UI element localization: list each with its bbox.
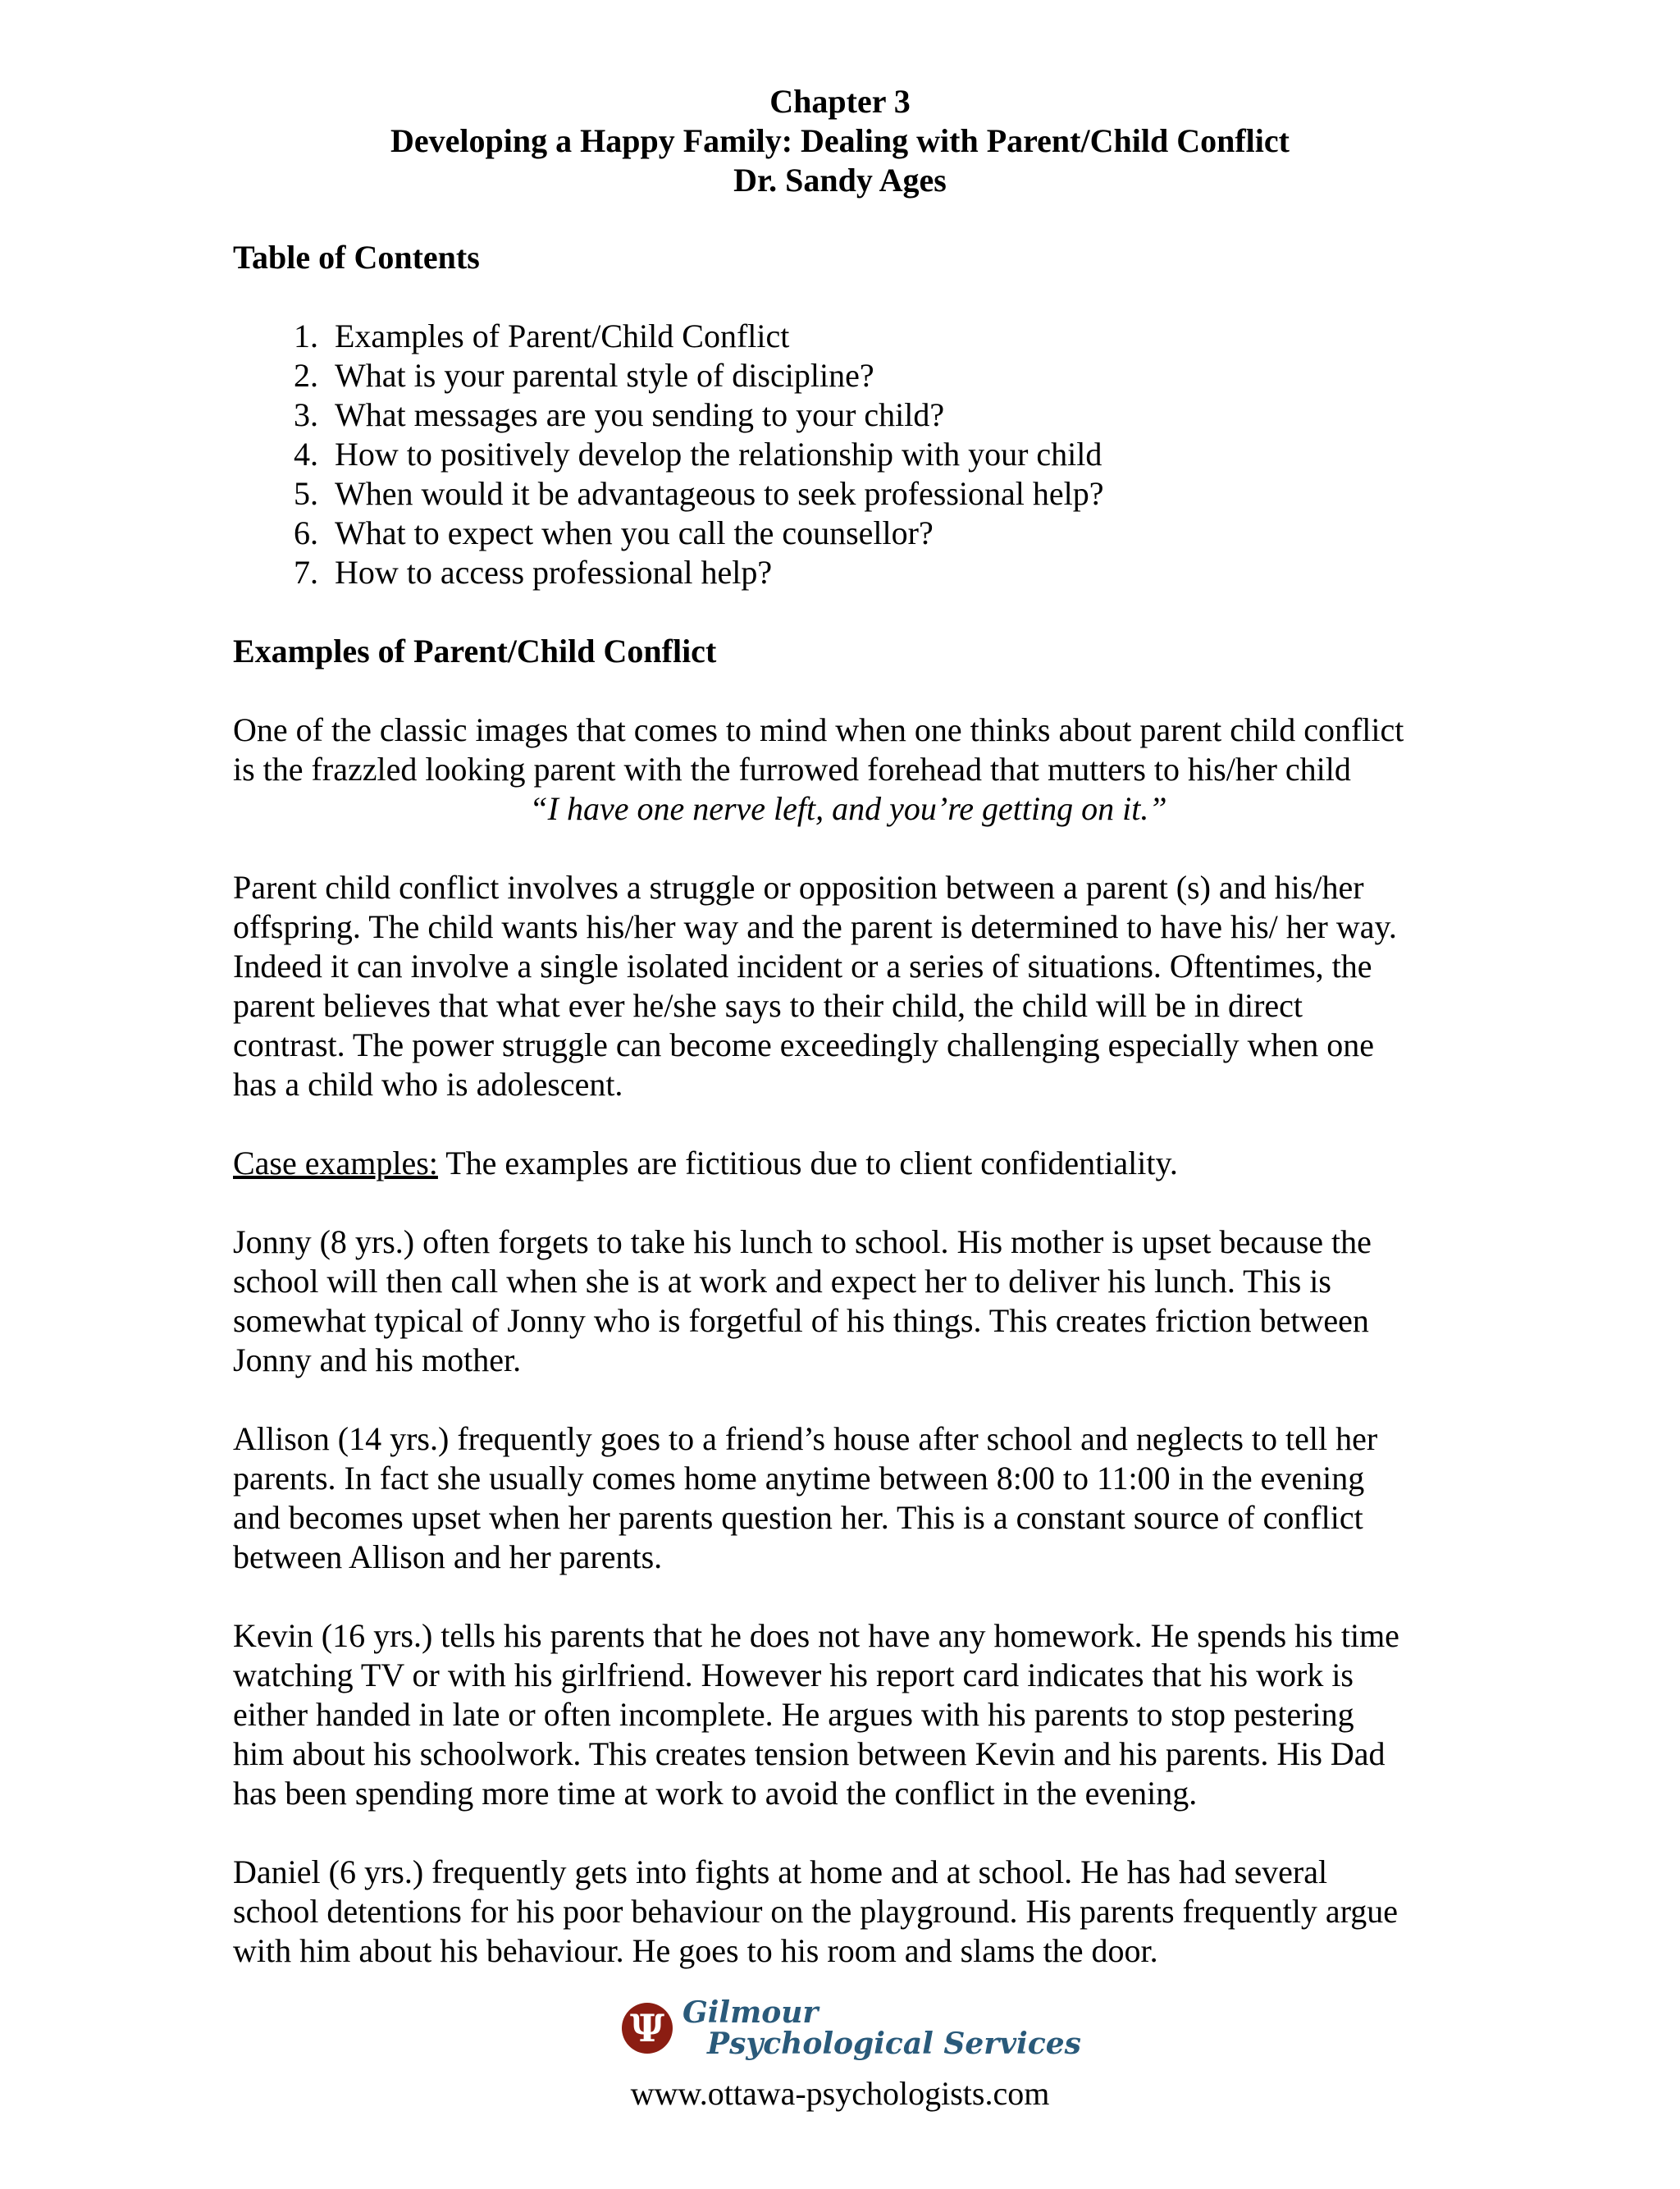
toc-item xyxy=(233,514,1104,553)
intro-line: One of the classic images that comes to mind when one thinks about parent child conflict xyxy=(233,711,1404,748)
logo-line-1: Gilmour xyxy=(682,1995,819,2030)
toc-item xyxy=(233,553,1104,592)
paragraph-line: Indeed it can involve a single isolated incident or a series of situations. Oftentimes, the xyxy=(233,948,1372,985)
paragraph-line: Daniel (6 yrs.) frequently gets into fights at home and at school. He has had several xyxy=(233,1853,1328,1890)
paragraph-line: parent believes that what ever he/she says to their child, the child will be in direct xyxy=(233,987,1303,1024)
paragraph-line: and becomes upset when her parents question her. This is a constant source of conflict xyxy=(233,1499,1363,1536)
paragraph-line: Jonny (8 yrs.) often forgets to take his lunch to school. His mother is upset because the xyxy=(233,1223,1372,1260)
toc-item-label: How to positively develop the relationship with your child xyxy=(335,436,1102,473)
paragraph-line: watching TV or with his girlfriend. However his report card indicates that his work is xyxy=(233,1657,1354,1693)
paragraph-line: has a child who is adolescent. xyxy=(233,1066,623,1103)
toc-item-label: What to expect when you call the counsellor? xyxy=(335,514,934,551)
paragraph-line: offspring. The child wants his/her way and the parent is determined to have his/ her way. xyxy=(233,908,1397,945)
definition-paragraph xyxy=(233,868,1463,1104)
paragraph-line: parents. In fact she usually comes home anytime between 8:00 to 11:00 in the evening xyxy=(233,1460,1365,1497)
chapter-number: Chapter 3 xyxy=(769,83,911,120)
toc-title: Table of Contents xyxy=(233,239,480,276)
paragraph-line: school will then call when she is at work and expect her to deliver his lunch. This is xyxy=(233,1263,1331,1300)
paragraph-line: contrast. The power struggle can become exceedingly challenging especially when one xyxy=(233,1026,1374,1063)
case-examples-text: The examples are fictitious due to client confidentiality. xyxy=(437,1145,1178,1181)
paragraph-line: has been spending more time at work to avoid the conflict in the evening. xyxy=(233,1775,1198,1812)
psi-logo-icon: Ψ xyxy=(622,2003,673,2054)
paragraph-line: Jonny and his mother. xyxy=(233,1341,522,1378)
paragraph-line: Parent child conflict involves a struggle or opposition between a parent (s) and his/her xyxy=(233,869,1364,906)
paragraph-line: either handed in late or often incomplete. He argues with his parents to stop pestering xyxy=(233,1696,1354,1733)
paragraph-line: Allison (14 yrs.) frequently goes to a friend’s house after school and neglects to tell her xyxy=(233,1420,1378,1457)
toc-item-label: What messages are you sending to your child? xyxy=(335,396,945,433)
toc-item-number: 4. xyxy=(294,436,318,473)
toc-item-number: 5. xyxy=(294,475,318,512)
quote: “I have one nerve left, and you’re getting on it.” xyxy=(529,790,1167,827)
daniel-paragraph xyxy=(233,1853,1463,1971)
toc-item-label: Examples of Parent/Child Conflict xyxy=(335,318,790,354)
logo-text xyxy=(682,1997,1081,2059)
toc-item-number: 6. xyxy=(294,514,318,551)
toc-item-number: 2. xyxy=(294,357,318,394)
toc-item xyxy=(233,474,1104,514)
paragraph-line: him about his schoolwork. This creates tension between Kevin and his parents. His Dad xyxy=(233,1735,1386,1772)
footer-url: www.ottawa-psychologists.com xyxy=(630,2075,1050,2112)
toc-item-label: What is your parental style of discipline? xyxy=(335,357,874,394)
company-logo xyxy=(622,1997,1081,2059)
table-of-contents xyxy=(233,317,1104,592)
toc-item-number: 7. xyxy=(294,554,318,591)
case-examples-paragraph xyxy=(233,1144,1463,1183)
chapter-header xyxy=(0,82,1680,200)
paragraph-line: with him about his behaviour. He goes to his room and slams the door. xyxy=(233,1932,1158,1969)
toc-item xyxy=(233,356,1104,395)
toc-item-label: How to access professional help? xyxy=(335,554,773,591)
toc-item-label: When would it be advantageous to seek professional help? xyxy=(335,475,1104,512)
toc-item-number: 1. xyxy=(294,318,318,354)
intro-paragraph xyxy=(233,711,1463,789)
toc-item xyxy=(233,317,1104,356)
intro-line: is the frazzled looking parent with the furrowed forehead that mutters to his/her child xyxy=(233,751,1351,788)
toc-item xyxy=(233,395,1104,435)
toc-item xyxy=(233,435,1104,474)
paragraph-line: between Allison and her parents. xyxy=(233,1538,663,1575)
toc-item-number: 3. xyxy=(294,396,318,433)
chapter-author: Dr. Sandy Ages xyxy=(733,162,947,199)
section-title: Examples of Parent/Child Conflict xyxy=(233,633,717,669)
paragraph-line: Kevin (16 yrs.) tells his parents that he does not have any homework. He spends his time xyxy=(233,1617,1399,1654)
jonny-paragraph xyxy=(233,1222,1463,1380)
paragraph-line: school detentions for his poor behaviour on the playground. His parents frequently argue xyxy=(233,1893,1399,1930)
logo-line-2: Psychological Services xyxy=(707,2027,1081,2061)
allison-paragraph xyxy=(233,1419,1463,1577)
case-examples-label: Case examples: xyxy=(233,1145,438,1181)
chapter-title: Developing a Happy Family: Dealing with Parent/Child Conflict xyxy=(390,122,1290,159)
paragraph-line: somewhat typical of Jonny who is forgetful of his things. This creates friction between xyxy=(233,1302,1369,1339)
kevin-paragraph xyxy=(233,1616,1463,1813)
